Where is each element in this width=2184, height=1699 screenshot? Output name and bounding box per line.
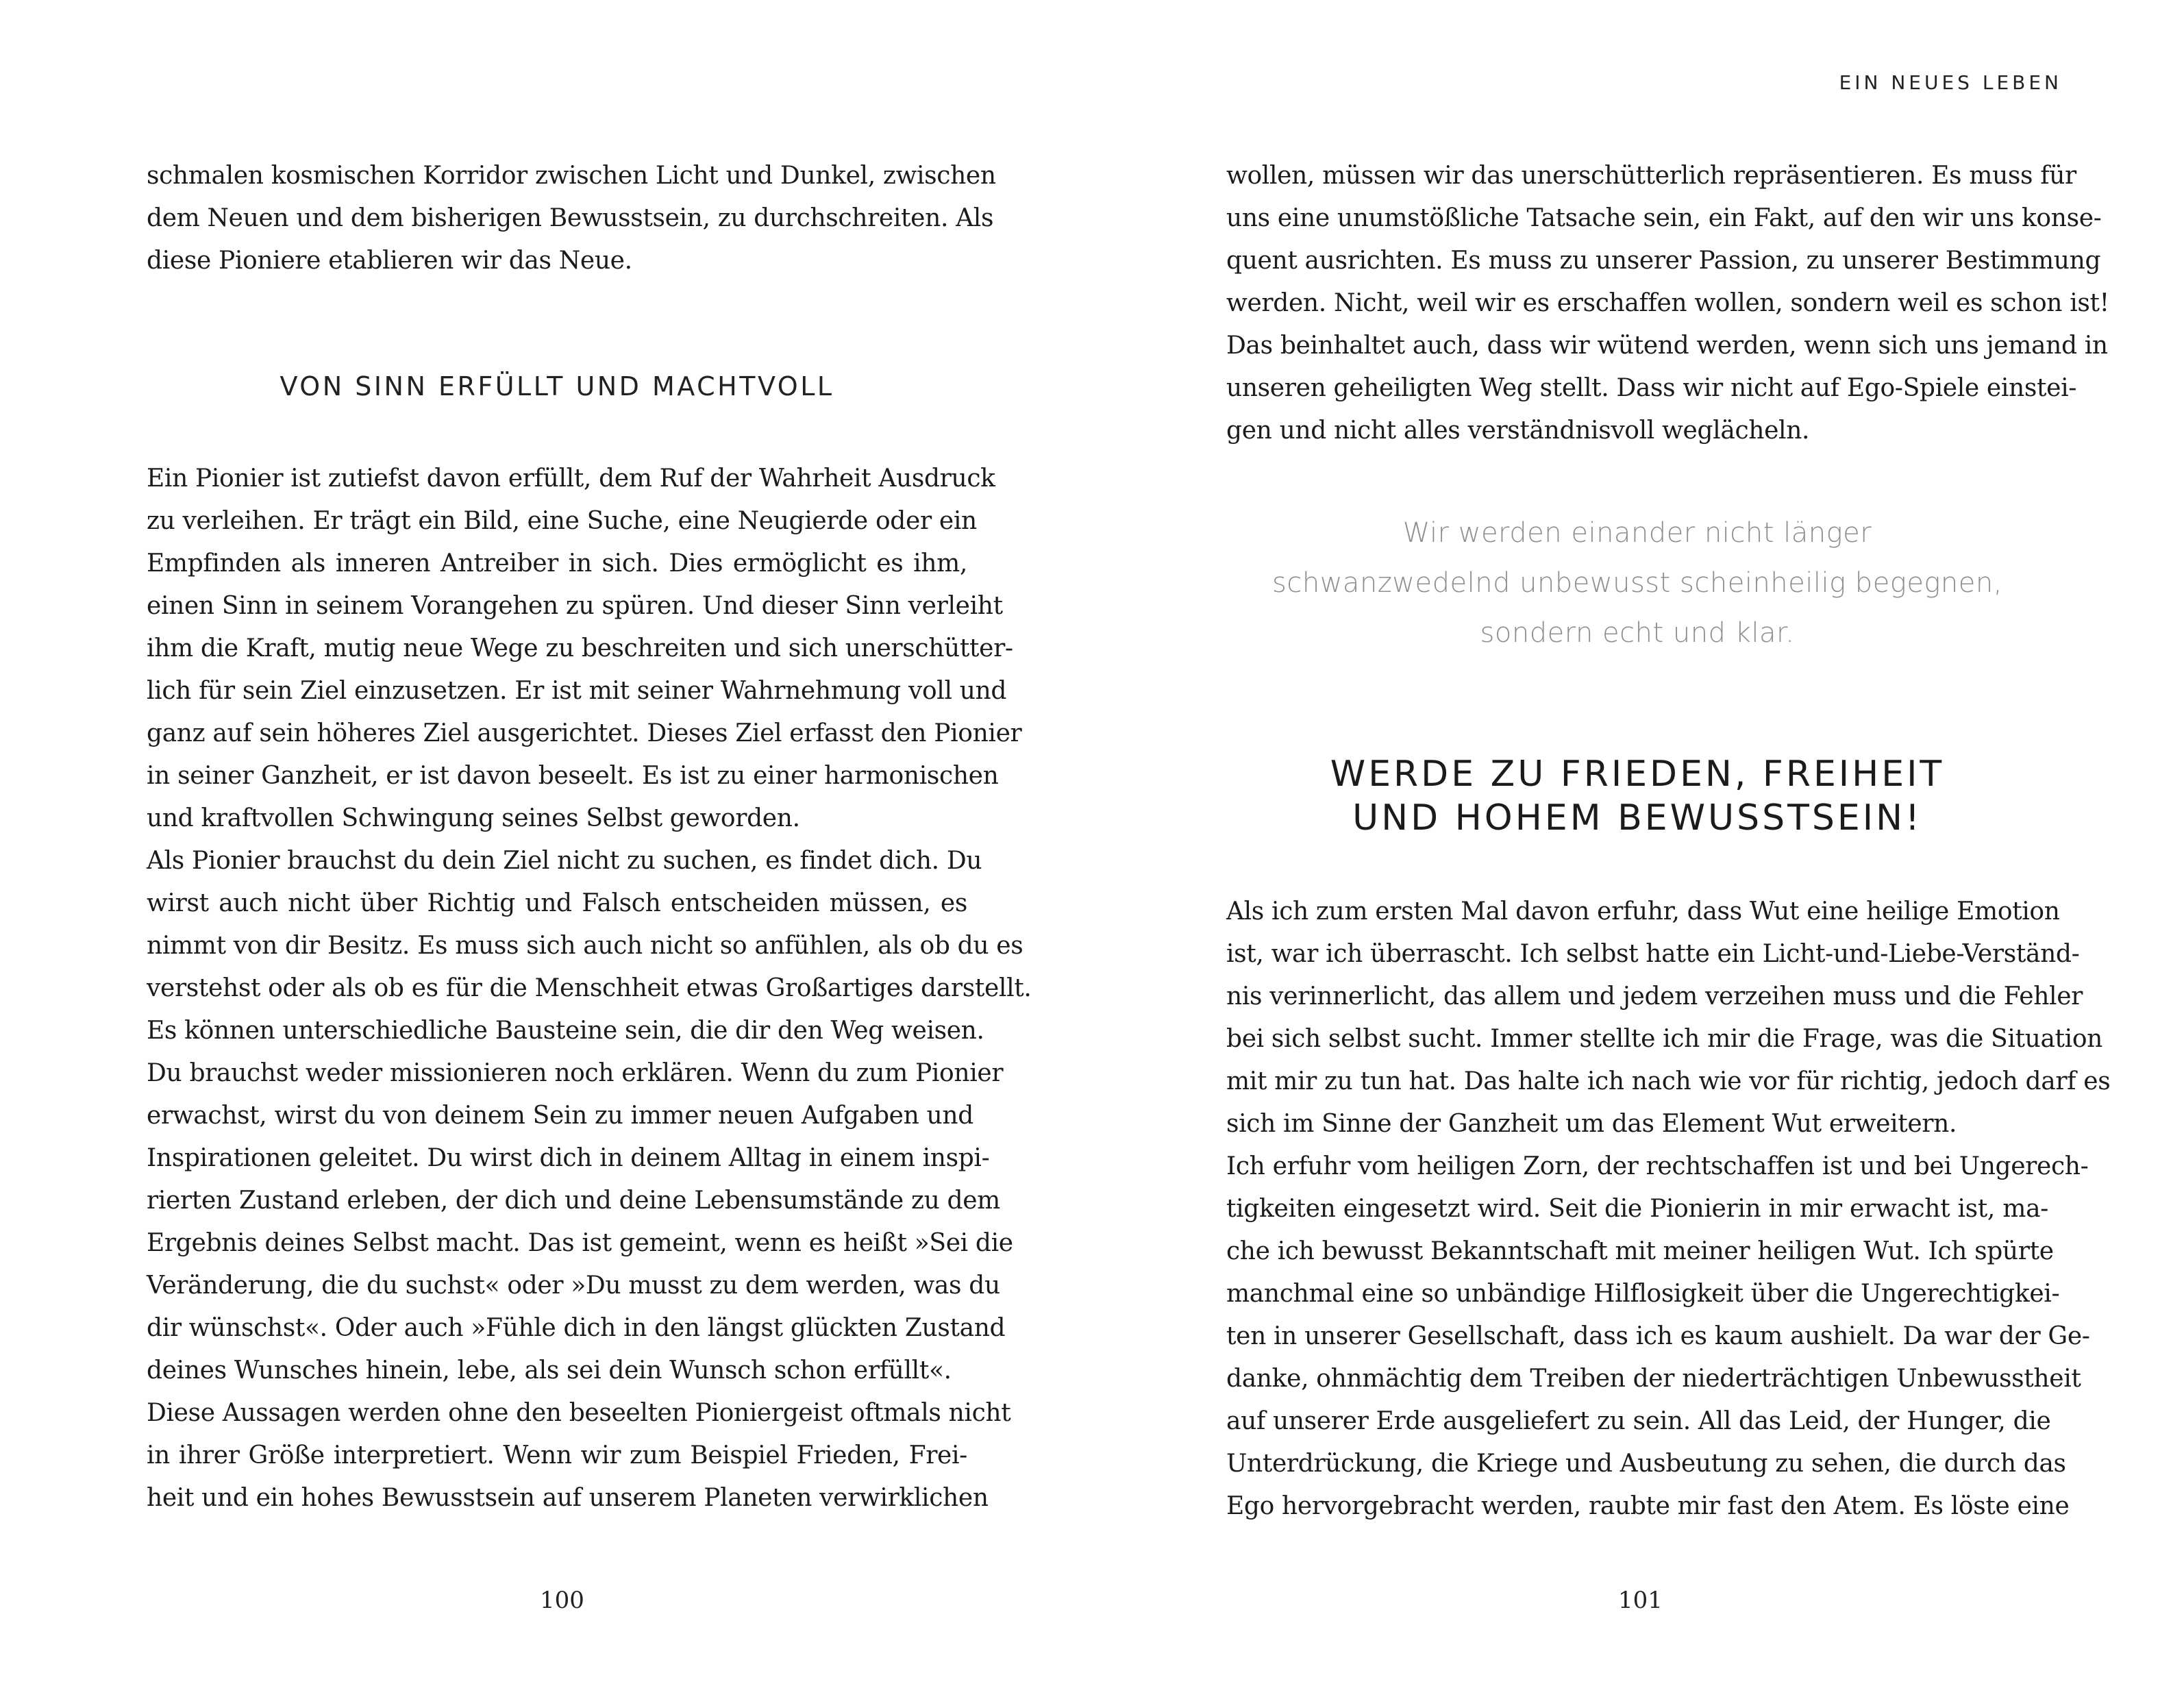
text-line: uns eine unumstößliche Tatsache sein, ein Fakt, auf den wir uns konse- [1226,204,2102,232]
text-line: Veränderung, die du suchst« oder »Du musst zu dem werden, was du [147,1272,1000,1300]
text-line: auf unserer Erde ausgeliefert zu sein. All das Leid, der Hunger, die [1226,1407,2051,1435]
text-line: erwachst, wirst du von deinem Sein zu immer neuen Aufgaben und [147,1102,973,1130]
text-line: Du brauchst weder missionieren noch erklären. Wenn du zum Pionier [147,1059,1004,1087]
running-head: EIN NEUES LEBEN [1839,71,2062,94]
right-intro-paragraph [1226,155,2109,452]
text-line: Unterdrückung, die Kriege und Ausbeutung zu sehen, die durch das [1226,1450,2066,1478]
left-intro-paragraph [147,155,996,282]
text-line: Ergebnis deines Selbst macht. Das ist gemeint, wenn es heißt »Sei die [147,1229,1013,1257]
text-line: ganz auf sein höheres Ziel ausgerichtet. Dieses Ziel erfasst den Pionier [147,719,1022,747]
text-line: schmalen kosmischen Korridor zwischen Licht und Dunkel, zwischen [147,162,996,190]
quote-line: sondern echt und klar. [1480,617,1795,649]
text-line: Als ich zum ersten Mal davon erfuhr, dass Wut eine heilige Emotion [1226,897,2060,926]
text-line: danke, ohnmächtig dem Treiben der niederträchtigen Unbewusstheit [1226,1365,2081,1393]
section-subheading: VON SINN ERFÜLLT UND MACHTVOLL [280,371,834,401]
text-line: zu verleihen. Er trägt ein Bild, eine Suche, eine Neugierde oder ein [147,507,977,535]
quote-line: schwanzwedelnd unbewusst scheinheilig begegnen, [1272,567,2002,599]
text-line: Ego hervorgebracht werden, raubte mir fast den Atem. Es löste eine [1226,1492,2070,1520]
right-page [1092,0,2184,1699]
text-line: ihm die Kraft, mutig neue Wege zu beschreiten und sich unerschütter- [147,634,1013,662]
text-line: wollen, müssen wir das unerschütterlich repräsentieren. Es muss für [1226,162,2076,190]
text-line: gen und nicht alles verständnisvoll weglächeln. [1226,417,1810,445]
right-body-text [1226,891,2111,1528]
text-line: Das beinhaltet auch, dass wir wütend werden, wenn sich uns jemand in [1226,332,2108,360]
text-line: diese Pioniere etablieren wir das Neue. [147,247,632,275]
text-line: in seiner Ganzheit, er ist davon beseelt. Es ist zu einer harmonischen [147,762,999,790]
text-line: dir wünschst«. Oder auch »Fühle dich in den längst glückten Zustand [147,1314,1006,1342]
text-line: dem Neuen und dem bisherigen Bewusstsein, zu durchschreiten. Als [147,204,994,232]
heading-line: UND HOHEM BEWUSSTSEIN! [1352,797,1922,839]
text-line: lich für sein Ziel einzusetzen. Er ist mit seiner Wahrnehmung voll und [147,677,1007,705]
heading-line: WERDE ZU FRIEDEN, FREIHEIT [1330,754,1945,795]
text-line: che ich bewusst Bekanntschaft mit meiner heiligen Wut. Ich spürte [1226,1237,2054,1265]
page-number: 101 [1618,1587,1663,1614]
text-line: heit und ein hohes Bewusstsein auf unserem Planeten verwirklichen [147,1484,989,1512]
text-line: ist, war ich überrascht. Ich selbst hatte ein Licht-und-Liebe-Verständ- [1226,940,2080,968]
text-line: nimmt von dir Besitz. Es muss sich auch nicht so anfühlen, als ob du es [147,932,1023,960]
text-line: Ein Pionier ist zutiefst davon erfüllt, dem Ruf der Wahrheit Ausdruck [147,464,995,493]
text-line: sich im Sinne der Ganzheit um das Element Wut erweitern. [1226,1110,1957,1138]
text-line: wirst auch nicht über Richtig und Falsch entscheiden müssen, es [147,889,967,917]
text-line: deines Wunsches hinein, lebe, als sei dein Wunsch schon erfüllt«. [147,1356,952,1385]
text-line: einen Sinn in seinem Vorangehen zu spüren. Und dieser Sinn verleiht [147,592,1003,620]
chapter-heading [1226,752,2048,840]
text-line: manchmal eine so unbändige Hilflosigkeit über die Ungerechtigkei- [1226,1280,2060,1308]
text-line: Als Pionier brauchst du dein Ziel nicht zu suchen, es findet dich. Du [147,847,982,875]
text-line: Inspirationen geleitet. Du wirst dich in deinem Alltag in einem inspi- [147,1144,990,1172]
text-line: verstehst oder als ob es für die Menschheit etwas Großartiges darstellt. [147,974,1032,1002]
text-line: rierten Zustand erleben, der dich und deine Lebensumstände zu dem [147,1187,1000,1215]
text-line: werden. Nicht, weil wir es erschaffen wollen, sondern weil es schon ist! [1226,289,2109,317]
text-line: in ihrer Größe interpretiert. Wenn wir zum Beispiel Frieden, Frei- [147,1441,967,1469]
text-line: unseren geheiligten Weg stellt. Dass wir nicht auf Ego-Spiele einstei- [1226,374,2077,402]
text-line: Ich erfuhr vom heiligen Zorn, der rechtschaffen ist und bei Ungerech- [1226,1152,2089,1180]
text-line: quent ausrichten. Es muss zu unserer Passion, zu unserer Bestimmung [1226,247,2101,275]
text-line: nis verinnerlicht, das allem und jedem verzeihen muss und die Fehler [1226,982,2083,1010]
text-line: Empfinden als inneren Antreiber in sich. Dies ermöglicht es ihm, [147,549,967,578]
pull-quote [1226,508,2048,658]
page-number: 100 [540,1587,584,1614]
quote-line: Wir werden einander nicht länger [1402,517,1872,549]
text-line: bei sich selbst sucht. Immer stellte ich mir die Frage, was die Situation [1226,1025,2102,1053]
text-line: und kraftvollen Schwingung seines Selbst geworden. [147,804,800,832]
text-line: mit mir zu tun hat. Das halte ich nach wie vor für richtig, jedoch darf es [1226,1067,2111,1095]
text-line: ten in unserer Gesellschaft, dass ich es kaum aushielt. Da war der Ge- [1226,1322,2090,1350]
text-line: tigkeiten eingesetzt wird. Seit die Pionierin in mir erwacht ist, ma- [1226,1195,2048,1223]
text-line: Diese Aussagen werden ohne den beseelten Pioniergeist oftmals nicht [147,1399,1011,1427]
left-body-text [147,458,1032,1520]
text-line: Es können unterschiedliche Bausteine sein, die dir den Weg weisen. [147,1017,984,1045]
